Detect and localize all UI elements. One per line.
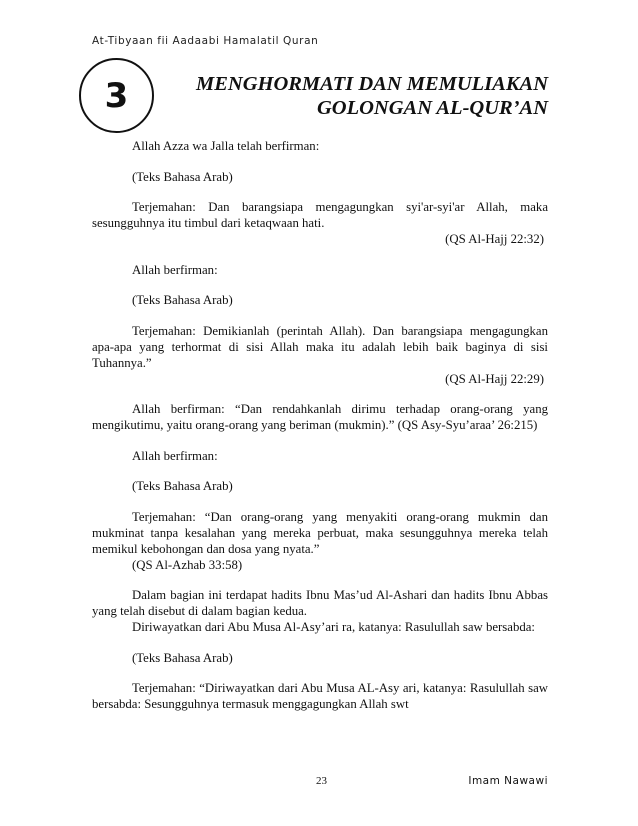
chapter-title-line-1: MENGHORMATI DAN MEMULIAKAN: [196, 73, 548, 95]
paragraph: Allah Azza wa Jalla telah berfirman:: [132, 139, 320, 153]
quran-reference: (QS Al-Hajj 22:32): [445, 232, 544, 246]
translation-paragraph: Terjemahan: Demikianlah (perintah Allah). Dan barangsiapa mengagungkan apa-apa yang terhormat di sisi Allah maka itu adalah lebih baik baginya di sisi Tuhannya.”: [92, 323, 548, 370]
arabic-text-placeholder: (Teks Bahasa Arab): [132, 650, 233, 665]
paragraph: Allah berfirman: “Dan rendahkanlah dirimu terhadap orang-orang yang mengikutimu, yaitu orang-orang yang beriman (mukmin).” (QS Asy-Syu’araa’ 26:215): [92, 402, 548, 432]
paragraph: Diriwayatkan dari Abu Musa Al-Asy’ari ra, katanya: Rasulullah saw bersabda:: [132, 620, 535, 634]
quran-reference: (QS Al-Hajj 22:29): [445, 371, 544, 386]
body-text: [92, 138, 548, 712]
running-header: At-Tibyaan fii Aadaabi Hamalatil Quran: [92, 35, 319, 47]
translation-paragraph: Terjemahan: Dan barangsiapa mengagungkan syi'ar-syi'ar Allah, maka sesungguhnya itu timbul dari ketaqwaan hati.: [92, 200, 548, 230]
arabic-text-placeholder: (Teks Bahasa Arab): [132, 479, 233, 493]
footer-author: Imam Nawawi: [468, 775, 548, 787]
arabic-text-placeholder: (Teks Bahasa Arab): [132, 293, 233, 307]
paragraph: Dalam bagian ini terdapat hadits Ibnu Mas’ud Al-Ashari dan hadits Ibnu Abbas yang telah disebut di dalam bagian kedua.: [92, 588, 548, 618]
paragraph: Allah berfirman:: [132, 262, 218, 277]
translation-paragraph: Terjemahan: “Diriwayatkan dari Abu Musa AL-Asy ari, katanya: Rasulullah saw bersabda: Sesungguhnya termasuk menggagungkan Allah swt: [92, 681, 548, 711]
translation-paragraph: Terjemahan: “Dan orang-orang yang menyakiti orang-orang mukmin dan mukminat tanpa kesalahan yang mereka perbuat, maka sesungguhnya mereka telah memikul kebohongan dan dosa yang nyata.”: [92, 509, 548, 556]
page-number: 23: [316, 775, 327, 787]
paragraph: Allah berfirman:: [132, 448, 218, 463]
chapter-number-badge: 3: [79, 58, 154, 133]
quran-reference: (QS Al-Azhab 33:58): [132, 557, 243, 572]
chapter-title: [160, 72, 548, 120]
chapter-title-line-2: GOLONGAN AL-QUR’AN: [317, 97, 548, 119]
arabic-text-placeholder: (Teks Bahasa Arab): [132, 169, 233, 184]
